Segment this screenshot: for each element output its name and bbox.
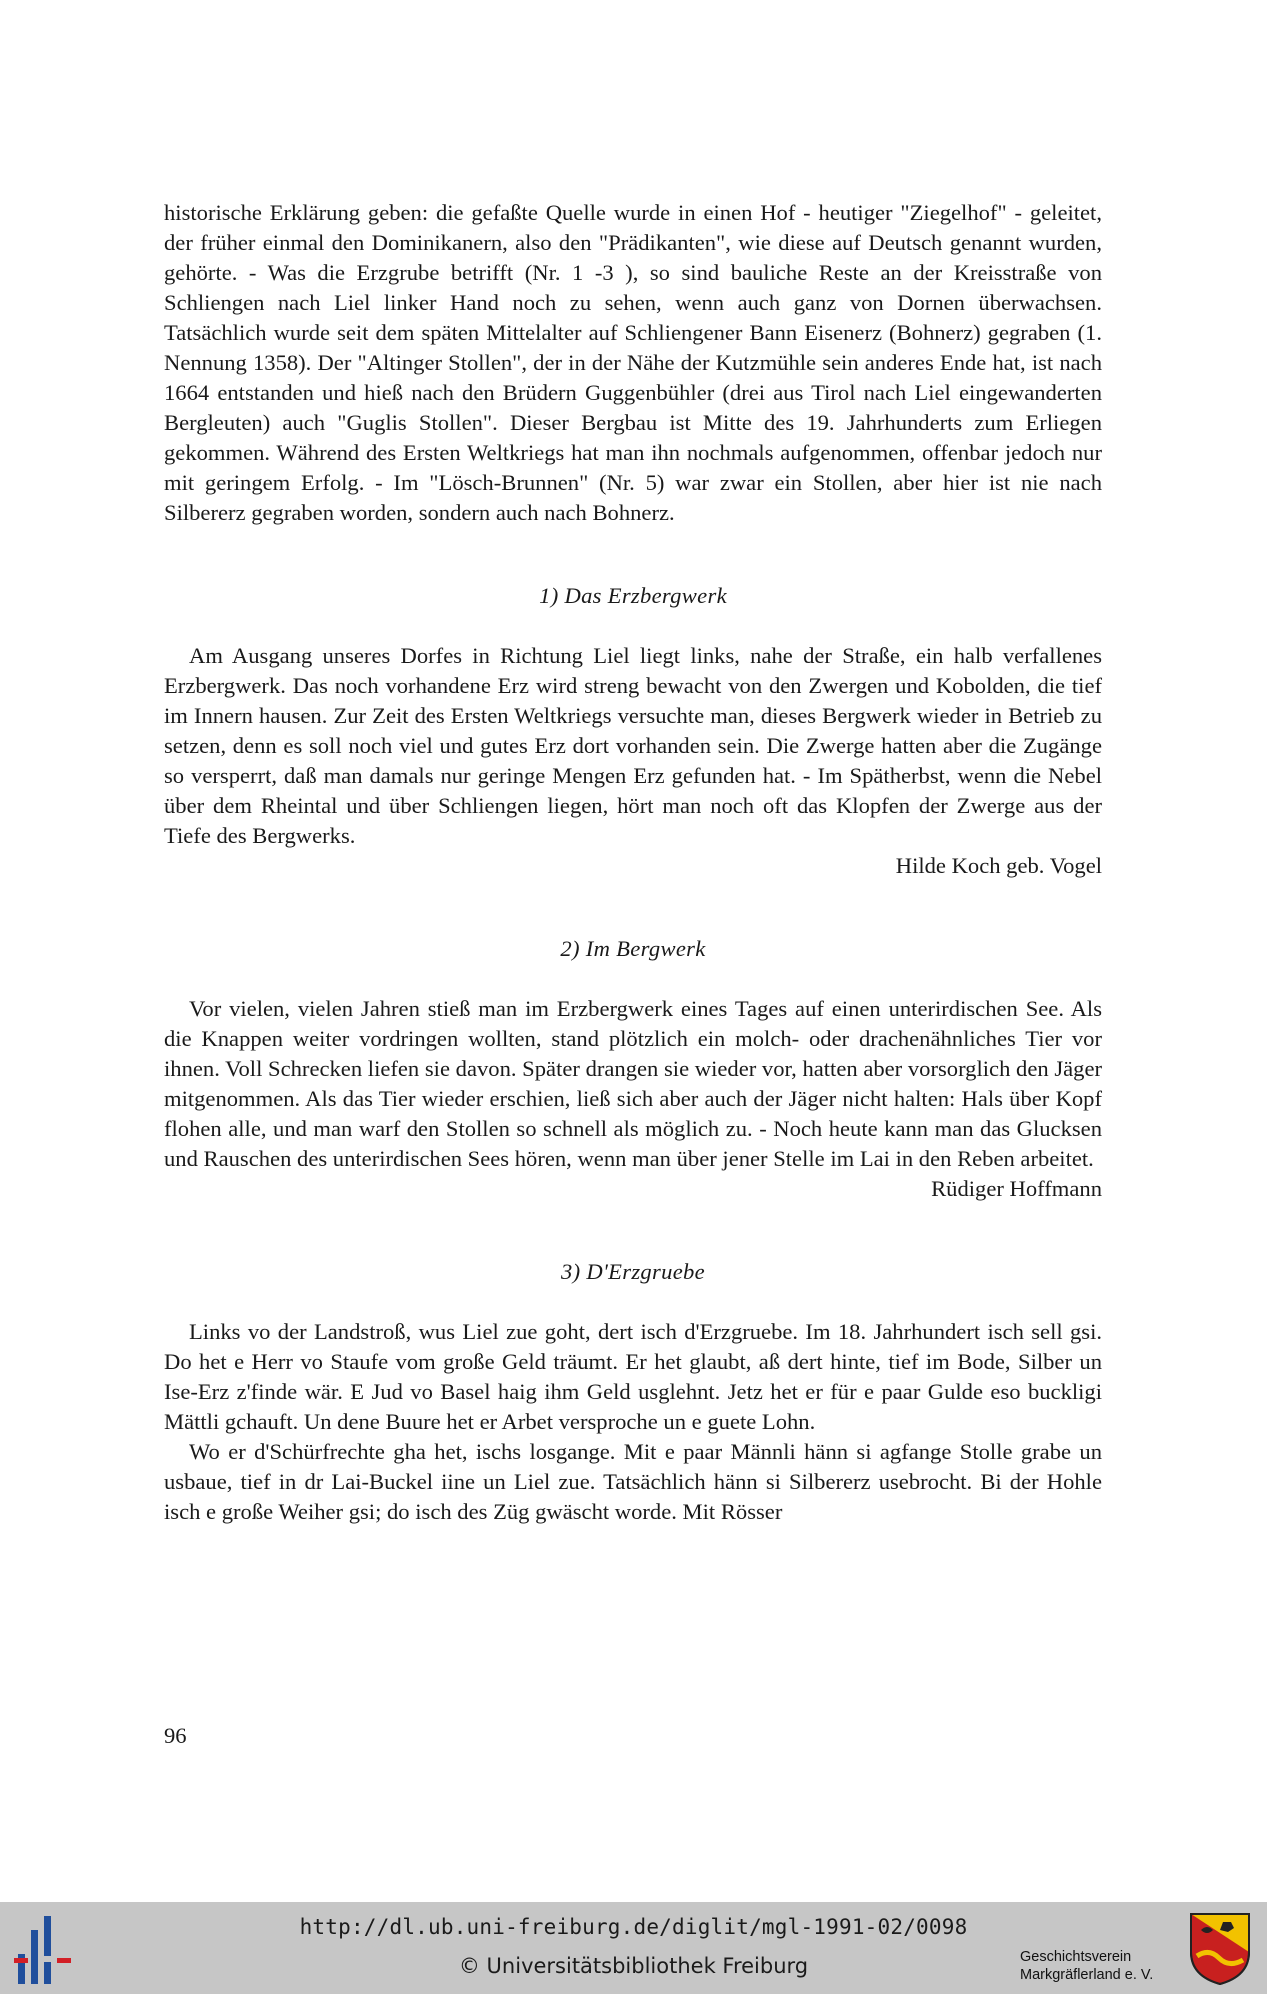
page-number: 96	[164, 1723, 187, 1748]
section-heading-3: 3) D'Erzgruebe	[561, 1259, 705, 1284]
footer-bar	[0, 1902, 1267, 1994]
society-crest-icon	[1189, 1912, 1251, 1986]
section-3-paragraph-1: Links vo der Landstroß, wus Liel zue goht, dert isch d'Erzgruebe. Im 18. Jahrhundert isch sell gsi. Do het e Herr vo Staufe vom große Geld träumt. Er het glaubt, aß dert hinte, tief im Bode, Silber un Ise-Erz z'finde wär. E Jud vo Basel haig ihm Geld usglehnt. Jetz het er für e paar Gulde eso buckligi Mättli gchauft. Un dene Buure het er Arbet versproche un e guete Lohn.	[164, 1319, 1102, 1434]
society-name	[1020, 1948, 1160, 1984]
section-2-author: Rüdiger Hoffmann	[931, 1176, 1102, 1201]
page-content	[164, 198, 1102, 1527]
section-heading-2: 2) Im Bergwerk	[560, 936, 706, 961]
intro-paragraph: historische Erklärung geben: die gefaßte Quelle wurde in einen Hof - heutiger "Ziegelhof" - geleitet, der früher einmal den Dominikanern, also den "Prädikanten", wie diese auf Deutsch genannt wurden, gehörte. - Was die Erzgrube betrifft (Nr. 1 -3 ), so sind bauliche Reste an der Kreisstraße von Schliengen nach Liel linker Hand noch zu sehen, wenn auch ganz von Dornen überwachsen. Tatsächlich wurde seit dem späten Mittelalter auf Schliengener Bann Eisenerz (Bohnerz) gegraben (1. Nennung 1358). Der "Altinger Stollen", der in der Nähe der Kutzmühle sein anderes Ende hat, ist nach 1664 entstanden und hieß nach den Brüdern Guggenbühler (drei aus Tirol nach Liel eingewanderten Bergleuten) auch "Guglis Stollen". Dieser Bergbau ist Mitte des 19. Jahrhunderts zum Erliegen gekommen. Während des Ersten Weltkriegs hat man ihn nochmals aufgenommen, offenbar jedoch nur mit geringem Erfolg. - Im "Lösch-Brunnen" (Nr. 5) war zwar ein Stollen, aber hier ist nie nach Silbererz gegraben worden, sondern auch nach Bohnerz.	[164, 200, 1102, 525]
section-3-paragraph-2: Wo er d'Schürfrechte gha het, ischs losgange. Mit e paar Männli hänn si agfange Stolle grabe un usbaue, tief in dr Lai-Buckel iine un Liel zue. Tatsächlich hänn si Silbererz usebrocht. Bi der Hohle isch e große Weiher gsi; do isch des Züg gwäscht worde. Mit Rösser	[164, 1439, 1102, 1524]
section-heading-1: 1) Das Erzbergwerk	[539, 583, 727, 608]
section-2-paragraph: Vor vielen, vielen Jahren stieß man im Erzbergwerk eines Tages auf einen unterirdischen See. Als die Knappen weiter vordringen wollten, stand plötzlich ein molch- oder drachenähnliches Tier vor ihnen. Voll Schrecken liefen sie davon. Später drangen sie wieder vor, hatten aber vorsorglich den Jäger mitgenommen. Als das Tier wieder erschien, ließ sich aber auch der Jäger nicht halten: Hals über Kopf flohen alle, und man warf den Stollen so schnell als möglich zu. - Noch heute kann man das Glucksen und Rauschen des unterirdischen Sees hören, wenn man über jener Stelle im Lai in den Reben arbeitet.	[164, 996, 1102, 1171]
footer-url-link[interactable]: http://dl.ub.uni-freiburg.de/diglit/mgl-1991-02/0098	[299, 1915, 968, 1939]
section-1-author: Hilde Koch geb. Vogel	[895, 853, 1102, 878]
society-name-line-1: Geschichtsverein	[1020, 1949, 1132, 1965]
section-1-paragraph: Am Ausgang unseres Dorfes in Richtung Liel liegt links, nahe der Straße, ein halb verfallenes Erzbergwerk. Das noch vorhandene Erz wird streng bewacht von den Zwergen und Kobolden, die tief im Innern hausen. Zur Zeit des Ersten Weltkriegs versuchte man, dieses Bergwerk wieder in Betrieb zu setzen, denn es soll noch viel und gutes Erz dort vorhanden sein. Die Zwerge hatten aber die Zugänge so versperrt, daß man damals nur geringe Mengen Erz gefunden hat. - Im Spätherbst, wenn die Nebel über dem Rheintal und über Schliengen liegen, hört man noch oft das Klopfen der Zwerge aus der Tiefe des Bergwerks.	[164, 643, 1102, 848]
society-name-line-2: Markgräflerland e. V.	[1020, 1967, 1154, 1983]
footer-copyright: © Universitätsbibliothek Freiburg	[458, 1954, 809, 1978]
